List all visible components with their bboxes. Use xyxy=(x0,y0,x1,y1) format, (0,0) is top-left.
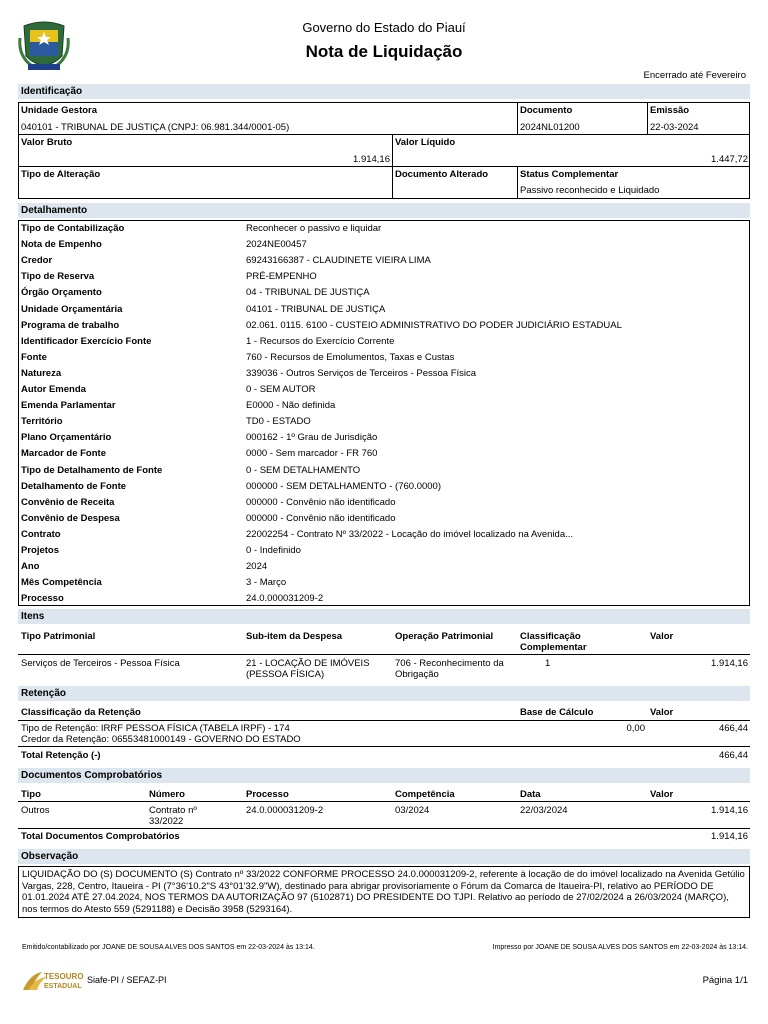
itens-operacao xyxy=(395,658,504,680)
divider xyxy=(18,134,750,135)
docs-numero xyxy=(149,805,197,827)
itens-tipo: Serviços de Terceiros - Pessoa Física xyxy=(21,658,180,669)
valor-liquido-value: 1.447,72 xyxy=(711,154,748,165)
itens-operacao-line2: Obrigação xyxy=(395,669,439,680)
itens-header-classificacao-line2: Complementar xyxy=(520,642,587,653)
retencao-header-valor: Valor xyxy=(650,707,674,718)
detalhamento-row xyxy=(21,416,749,432)
itens-header-classificacao xyxy=(520,631,587,653)
retencao-header-classificacao: Classificação da Retenção xyxy=(21,707,141,718)
detalhamento-row-label: Marcador de Fonte xyxy=(21,448,106,460)
documento-label: Documento xyxy=(520,105,573,116)
detalhamento-row xyxy=(21,481,749,497)
detalhamento-row-label: Tipo de Reserva xyxy=(21,271,95,283)
detalhamento-row-label: Natureza xyxy=(21,367,62,379)
documento-alterado-label: Documento Alterado xyxy=(395,169,489,180)
observacao-text: LIQUIDAÇÃO DO (S) DOCUMENTO (S) Contrato nº 33/2022 CONFORME PROCESSO 24.0.000031209-2, referente à locação de do imóvel localizado na Avenida Getúlio Vargas, 228, Centro, Itaueira - PI (7°36'10.2"S 43°01'32.9"W), destinado para abrigar provisoriamente o Fórum da Comarca de Itaueira-PI, relativo ao PERÍODO DE 01.01.2024 ATÉ 27.04.2024, NOS TERMOS DA AUTORIZAÇÃO 97 (5102871) DO PRESIDENTE DO TJPI. Relativo ao período de 27/02/2024 a 26/03/2024 (MARÇO), nos termos do Atesto 559 (5291188) e Decisão 3958 (5293164). xyxy=(18,866,750,918)
detalhamento-row xyxy=(21,561,749,577)
detalhamento-row xyxy=(21,384,749,400)
retencao-total-label: Total Retenção (-) xyxy=(21,750,101,761)
detalhamento-row-label: Projetos xyxy=(21,545,60,556)
emitido-por: Emitido/contabilizado por JOANE DE SOUSA ALVES DOS SANTOS em 22-03-2024 às 13:14. xyxy=(22,944,315,951)
detalhamento-row-label: Convênio de Despesa xyxy=(21,512,120,524)
detalhamento-row xyxy=(21,320,749,336)
detalhamento-row-label: Processo xyxy=(21,593,64,605)
valor-liquido-label: Valor Líquido xyxy=(395,137,456,148)
detalhamento-row-value: 339036 - Outros Serviços de Terceiros - Pessoa Física xyxy=(246,367,477,379)
divider xyxy=(18,720,750,721)
divider xyxy=(18,746,750,747)
detalhamento-row-label: Ano xyxy=(21,561,40,573)
detalhamento-row xyxy=(21,465,749,481)
closed-period-note: Encerrado até Fevereiro xyxy=(643,70,746,81)
docs-header-tipo: Tipo xyxy=(21,789,41,800)
detalhamento-row-value: 24.0.000031209-2 xyxy=(246,593,324,605)
unidade-gestora-value: 040101 - TRIBUNAL DE JUSTIÇA (CNPJ: 06.981.344/0001-05) xyxy=(21,122,290,133)
docs-valor: 1.914,16 xyxy=(711,805,748,816)
detalhamento-row-value: 000162 - 1º Grau de Jurisdição xyxy=(246,432,378,444)
itens-operacao-line1: 706 - Reconhecimento da xyxy=(395,658,504,669)
docs-data: 22/03/2024 xyxy=(520,805,568,816)
status-complementar-label: Status Complementar xyxy=(520,169,619,180)
impresso-por: Impresso por JOANE DE SOUSA ALVES DOS SANTOS em 22-03-2024 às 13:14. xyxy=(492,944,748,951)
detalhamento-row xyxy=(21,271,749,287)
docs-numero-line2: 33/2022 xyxy=(149,816,184,827)
itens-subitem-line2: (PESSOA FÍSICA) xyxy=(246,669,325,680)
detalhamento-row xyxy=(21,448,749,464)
page-number: Página 1/1 xyxy=(702,975,748,986)
detalhamento-row-value: 0000 - Sem marcador - FR 760 xyxy=(246,448,378,460)
detalhamento-row-value: 69243166387 - CLAUDINETE VIEIRA LIMA xyxy=(246,255,431,267)
detalhamento-row xyxy=(21,577,749,593)
itens-header-tipo: Tipo Patrimonial xyxy=(21,631,96,642)
detalhamento-row xyxy=(21,352,749,368)
valor-bruto-label: Valor Bruto xyxy=(21,137,73,148)
divider xyxy=(517,102,518,134)
retencao-tipo: Tipo de Retenção: IRRF PESSOA FÍSICA (TABELA IRPF) - 174 xyxy=(21,723,290,734)
unidade-gestora-label: Unidade Gestora xyxy=(21,105,98,116)
detalhamento-row-value: 1 - Recursos do Exercício Corrente xyxy=(246,335,395,347)
itens-header-valor: Valor xyxy=(650,631,674,642)
detalhamento-row xyxy=(21,545,749,561)
divider xyxy=(18,166,750,167)
divider xyxy=(18,801,750,802)
valor-bruto-value: 1.914,16 xyxy=(353,154,390,165)
retencao-credor: Credor da Retenção: 06553481000149 - GOVERNO DO ESTADO xyxy=(21,734,301,745)
itens-header-classificacao-line1: Classificação xyxy=(520,631,581,642)
detalhamento-row xyxy=(21,497,749,513)
detalhamento-row-label: Fonte xyxy=(21,351,47,363)
system-name: Siafe-PI / SEFAZ-PI xyxy=(87,975,167,985)
detalhamento-row xyxy=(21,400,749,416)
detalhamento-row xyxy=(21,223,749,239)
docs-tipo: Outros xyxy=(21,805,50,816)
page-title: Nota de Liquidação xyxy=(305,42,463,61)
retencao-valor: 466,44 xyxy=(718,723,748,734)
detalhamento-row-label: Plano Orçamentário xyxy=(21,432,112,444)
itens-classificacao: 1 xyxy=(545,658,551,669)
detalhamento-row-label: Unidade Orçamentária xyxy=(21,303,123,315)
documento-value: 2024NL01200 xyxy=(520,122,580,133)
status-complementar-value: Passivo reconhecido e Liquidado xyxy=(520,185,660,196)
docs-processo: 24.0.000031209-2 xyxy=(246,805,324,816)
detalhamento-row-value: 000000 - Convênio não identificado xyxy=(246,496,396,508)
detalhamento-row-value: 0 - SEM AUTOR xyxy=(246,384,316,395)
detalhamento-row-value: 04101 - TRIBUNAL DE JUSTIÇA xyxy=(246,303,386,315)
detalhamento-row xyxy=(21,239,749,255)
retencao-total-value: 466,44 xyxy=(718,750,748,761)
detalhamento-row-label: Convênio de Receita xyxy=(21,496,115,508)
detalhamento-row-label: Contrato xyxy=(21,528,61,540)
detalhamento-row-label: Órgão Orçamento xyxy=(21,287,102,299)
tesouro-estadual-logo xyxy=(20,968,86,994)
detalhamento-row-label: Tipo de Detalhamento de Fonte xyxy=(21,464,163,476)
detalhamento-row-value: 04 - TRIBUNAL DE JUSTIÇA xyxy=(246,287,370,299)
detalhamento-row xyxy=(21,593,749,609)
itens-subitem xyxy=(246,658,370,680)
docs-competencia: 03/2024 xyxy=(395,805,430,816)
detalhamento-row-label: Identificador Exercício Fonte xyxy=(21,335,152,347)
detalhamento-row-value: 3 - Março xyxy=(246,577,287,589)
detalhamento-row-label: Emenda Parlamentar xyxy=(21,400,116,412)
government-name: Governo do Estado do Piauí xyxy=(302,20,466,35)
logo-text-2: ESTADUAL xyxy=(44,983,82,990)
retencao-header-base: Base de Cálculo xyxy=(520,707,594,718)
detalhamento-row-value: Reconhecer o passivo e liquidar xyxy=(246,223,382,234)
section-detalhamento: Detalhamento xyxy=(18,203,750,218)
docs-total-value: 1.914,16 xyxy=(711,831,748,842)
emissao-value: 22-03-2024 xyxy=(650,122,699,133)
detalhamento-row xyxy=(21,255,749,271)
detalhamento-row-label: Detalhamento de Fonte xyxy=(21,480,127,492)
tesouro-logo-icon xyxy=(20,968,86,994)
section-retencao: Retenção xyxy=(18,686,750,701)
detalhamento-row xyxy=(21,304,749,320)
detalhamento-row-label: Território xyxy=(21,416,63,428)
detalhamento-row-value: 000000 - Convênio não identificado xyxy=(246,512,396,524)
retencao-base: 0,00 xyxy=(626,723,645,734)
detalhamento-row-value: 760 - Recursos de Emolumentos, Taxas e Custas xyxy=(246,351,455,363)
section-itens: Itens xyxy=(18,609,750,624)
detalhamento-row-value: 2024 xyxy=(246,561,268,573)
detalhamento-row-value: 2024NE00457 xyxy=(246,239,307,251)
docs-header-data: Data xyxy=(520,789,541,800)
divider xyxy=(647,102,648,134)
emissao-label: Emissão xyxy=(650,105,690,116)
detalhamento-row-value: TD0 - ESTADO xyxy=(246,416,311,428)
detalhamento-row xyxy=(21,513,749,529)
section-identificacao: Identificação xyxy=(18,84,750,99)
detalhamento-row xyxy=(21,287,749,303)
header xyxy=(0,0,768,95)
detalhamento-row-value: 22002254 - Contrato Nº 33/2022 - Locação do imóvel localizado na Avenida... xyxy=(246,528,574,540)
itens-header-subitem: Sub-item da Despesa xyxy=(246,631,343,642)
divider xyxy=(18,828,750,829)
docs-header-numero: Número xyxy=(149,789,185,800)
itens-valor: 1.914,16 xyxy=(711,658,748,669)
detalhamento-row-value: 0 - SEM DETALHAMENTO xyxy=(246,464,361,476)
divider xyxy=(517,166,518,199)
docs-header-competencia: Competência xyxy=(395,789,455,800)
section-observacao: Observação xyxy=(18,849,750,864)
detalhamento-row xyxy=(21,432,749,448)
detalhamento-row-value: 000000 - SEM DETALHAMENTO - (760.0000) xyxy=(246,480,442,492)
detalhamento-row xyxy=(21,368,749,384)
detalhamento-row-label: Autor Emenda xyxy=(21,384,86,395)
detalhamento-row-label: Mês Competência xyxy=(21,577,102,589)
itens-subitem-line1: 21 - LOCAÇÃO DE IMÓVEIS xyxy=(246,658,370,669)
divider xyxy=(18,654,750,655)
detalhamento-row-label: Credor xyxy=(21,255,53,267)
detalhamento-row-value: PRÉ-EMPENHO xyxy=(246,271,317,283)
detalhamento-row-label: Programa de trabalho xyxy=(21,319,120,331)
detalhamento-row-label: Tipo de Contabilização xyxy=(21,223,125,234)
docs-header-processo: Processo xyxy=(246,789,289,800)
detalhamento-row xyxy=(21,529,749,545)
docs-numero-line1: Contrato nº xyxy=(149,805,197,816)
docs-total-label: Total Documentos Comprobatórios xyxy=(21,831,180,842)
detalhamento-row-value: E0000 - Não definida xyxy=(246,400,336,412)
detalhamento-row-label: Nota de Empenho xyxy=(21,239,102,251)
logo-text-1: TESOURO xyxy=(44,972,84,981)
detalhamento-row xyxy=(21,336,749,352)
docs-header-valor: Valor xyxy=(650,789,674,800)
tipo-alteracao-label: Tipo de Alteração xyxy=(21,169,101,180)
detalhamento-row-value: 0 - Indefinido xyxy=(246,545,301,556)
itens-header-operacao: Operação Patrimonial xyxy=(395,631,494,642)
detalhamento-row-value: 02.061. 0115. 6100 - CUSTEIO ADMINISTRATIVO DO PODER JUDICIÁRIO ESTADUAL xyxy=(246,319,622,331)
section-documentos: Documentos Comprobatórios xyxy=(18,768,750,783)
